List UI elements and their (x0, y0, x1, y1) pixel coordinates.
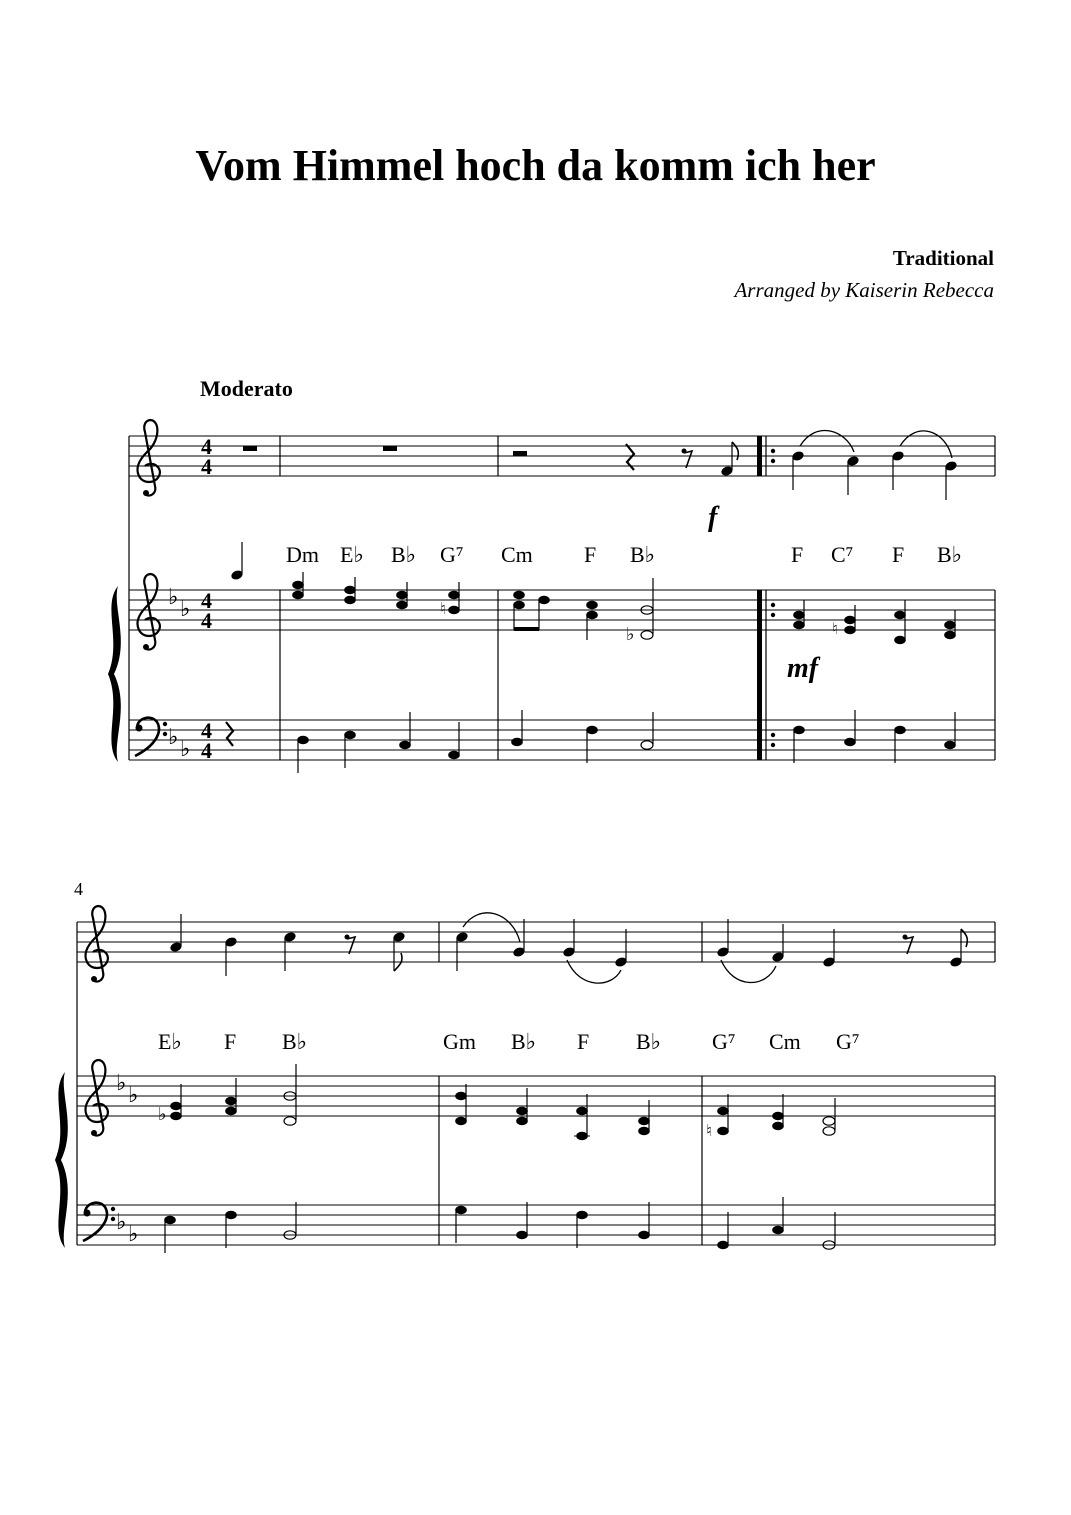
slur (900, 431, 952, 458)
eighth-rest (345, 935, 356, 955)
svg-text:G⁷: G⁷ (712, 1029, 736, 1054)
treble-clef-icon (85, 906, 107, 982)
system-1 (108, 420, 995, 773)
flat-icon: ♭ (158, 1104, 167, 1124)
slur (463, 913, 520, 942)
piano-bass-staff-lines (77, 1205, 995, 1245)
repeat-start-barline (757, 436, 775, 760)
treble-clef-icon (137, 420, 159, 496)
natural-icon: ♮ (706, 1123, 712, 1140)
flat-icon: ♭ (128, 1221, 139, 1246)
svg-text:Cm: Cm (769, 1029, 801, 1054)
chord-symbols (286, 542, 962, 567)
piano-brace (108, 586, 121, 762)
melody-notes (791, 450, 958, 500)
flat-icon: ♭ (116, 1070, 127, 1095)
melody-notes (716, 919, 967, 968)
svg-text:B♭: B♭ (282, 1029, 308, 1054)
composer-credit: Traditional (892, 246, 994, 270)
melody-notes (455, 919, 628, 971)
piano-treble-notes (170, 1064, 835, 1140)
barlines (439, 922, 995, 1245)
eighth-rest (682, 449, 693, 469)
flat-icon: ♭ (168, 584, 179, 609)
svg-text:C⁷: C⁷ (831, 542, 854, 567)
flat-icon: ♭ (180, 596, 191, 621)
dynamic-marking: f (708, 502, 718, 533)
svg-text:E♭: E♭ (158, 1029, 182, 1054)
melody-staff-lines (129, 436, 995, 476)
flat-icon: ♭ (128, 1082, 139, 1107)
svg-text:Cm: Cm (501, 542, 533, 567)
svg-text:Dm: Dm (286, 542, 319, 567)
svg-text:4: 4 (201, 588, 212, 613)
arranger-credit: Arranged by Kaiserin Rebecca (734, 278, 994, 302)
svg-text:4: 4 (201, 718, 212, 743)
flat-icon: ♭ (626, 624, 635, 644)
svg-text:F: F (584, 542, 597, 567)
natural-icon: ♮ (832, 621, 838, 638)
melody-note (720, 442, 738, 477)
natural-icon: ♮ (440, 601, 446, 618)
piano-bass-notes (226, 710, 956, 773)
svg-text:4: 4 (201, 434, 212, 459)
slur (567, 960, 621, 983)
tempo-marking: Moderato (200, 376, 293, 401)
piano-bass-staff-lines (129, 720, 995, 760)
svg-text:B♭: B♭ (937, 542, 963, 567)
treble-clef-icon (85, 1060, 107, 1136)
dynamic-marking: mf (787, 653, 819, 684)
melody-notes (169, 914, 406, 976)
svg-text:F: F (791, 542, 804, 567)
eighth-rest (903, 935, 914, 955)
slur (721, 960, 776, 983)
flat-icon: ♭ (180, 736, 191, 761)
svg-text:B♭: B♭ (391, 542, 417, 567)
svg-text:B♭: B♭ (630, 542, 656, 567)
measure-number: 4 (74, 879, 83, 899)
svg-text:E♭: E♭ (340, 542, 364, 567)
svg-text:4: 4 (201, 454, 212, 479)
svg-text:F: F (577, 1029, 590, 1054)
flat-icon: ♭ (116, 1209, 127, 1234)
piano-brace (55, 1072, 68, 1248)
whole-rest (383, 446, 397, 451)
svg-text:F: F (224, 1029, 237, 1054)
whole-rest (243, 446, 257, 451)
svg-text:G⁷: G⁷ (836, 1029, 860, 1054)
svg-text:B♭: B♭ (636, 1029, 662, 1054)
flat-icon: ♭ (168, 724, 179, 749)
svg-text:B♭: B♭ (511, 1029, 537, 1054)
barlines (280, 436, 995, 760)
piano-treble-staff-lines (129, 590, 995, 630)
treble-clef-icon (137, 574, 159, 650)
svg-text:Gm: Gm (443, 1029, 476, 1054)
svg-text:G⁷: G⁷ (440, 542, 464, 567)
svg-text:4: 4 (201, 738, 212, 763)
svg-text:4: 4 (201, 608, 212, 633)
piano-treble-staff-lines (77, 1076, 995, 1116)
system-2 (55, 879, 995, 1253)
time-signature (201, 434, 212, 763)
half-rest (513, 451, 527, 456)
song-title: Vom Himmel hoch da komm ich her (195, 141, 876, 190)
svg-text:F: F (892, 542, 905, 567)
slur (800, 431, 854, 452)
chord-symbols (158, 1029, 860, 1054)
melody-staff-lines (77, 922, 995, 962)
